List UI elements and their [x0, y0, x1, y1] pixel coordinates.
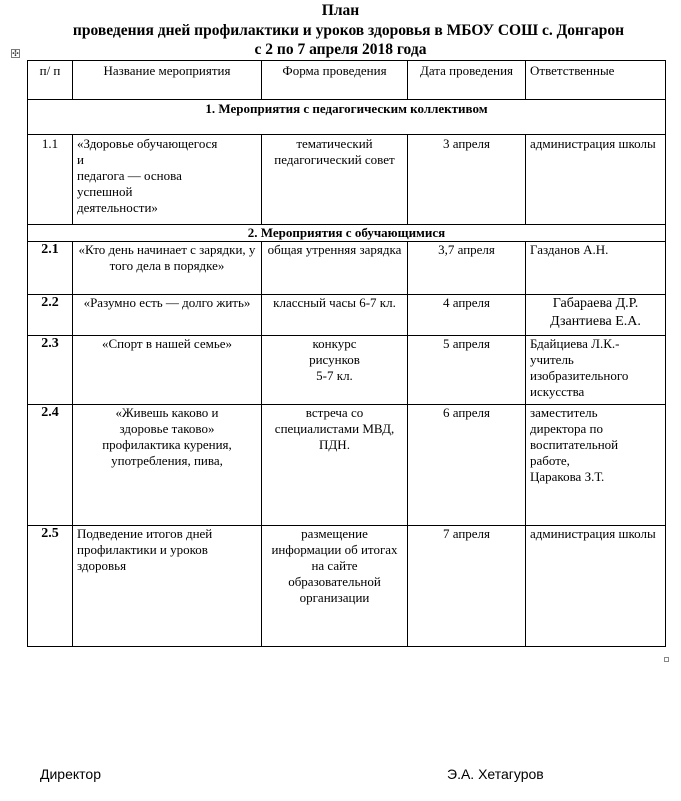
row-name: «Разумно есть — долго жить» — [73, 295, 262, 336]
row-form: классный часы 6-7 кл. — [262, 295, 408, 336]
row-date: 3 апреля — [408, 135, 526, 225]
header-responsible: Ответственные — [526, 61, 666, 100]
plan-dates: с 2 по 7 апреля 2018 года — [254, 41, 427, 58]
row-num: 1.1 — [28, 135, 73, 225]
table-row — [28, 336, 666, 405]
row-date: 4 апреля — [408, 295, 526, 336]
row-num: 2.2 — [28, 295, 73, 336]
row-form: тематический педагогический совет — [262, 135, 408, 225]
row-num: 2.4 — [28, 405, 73, 526]
row-form: общая утренняя зарядка — [262, 242, 408, 295]
plan-title: План — [321, 2, 360, 19]
row-num: 2.3 — [28, 336, 73, 405]
row-name: «Кто день начинает с зарядки, у того дела в порядке» — [73, 242, 262, 295]
row-responsible: Газданов А.Н. — [526, 242, 666, 295]
row-responsible: заместитель директора по воспитательной работе, Царакова З.Т. — [526, 405, 666, 526]
table-resize-handle-icon[interactable] — [664, 657, 669, 662]
header-date: Дата проведения — [408, 61, 526, 100]
row-date: 6 апреля — [408, 405, 526, 526]
table-row — [28, 295, 666, 336]
section-row — [28, 225, 666, 242]
row-form: конкурс рисунков 5-7 кл. — [262, 336, 408, 405]
row-responsible: Габараева Д.Р. Дзантиева Е.А. — [526, 295, 666, 336]
section-teachers: 1. Мероприятия с педагогическим коллективом — [28, 100, 666, 135]
table-row — [28, 135, 666, 225]
row-form: размещение информации об итогах на сайте образовательной организации — [262, 526, 408, 647]
row-num: 2.5 — [28, 526, 73, 647]
row-name: «Спорт в нашей семье» — [73, 336, 262, 405]
row-responsible: Бдайциева Л.К.- учитель изобразительного искусства — [526, 336, 666, 405]
row-name: «Живешь каково и здоровье таково» профилактика курения, употребления, пива, — [73, 405, 262, 526]
header-name: Название мероприятия — [73, 61, 262, 100]
table-row — [28, 405, 666, 526]
table-move-handle-icon[interactable]: ✣ — [12, 49, 19, 58]
table-row — [28, 526, 666, 647]
section-row — [28, 100, 666, 135]
footer-position: Директор — [40, 766, 101, 782]
section-students: 2. Мероприятия с обучающимися — [28, 225, 666, 242]
footer-signature-name: Э.А. Хетагуров — [447, 766, 544, 782]
row-date: 7 апреля — [408, 526, 526, 647]
row-responsible: администрация школы — [526, 526, 666, 647]
row-name: «Здоровье обучающегося и педагога — основа успешной деятельности» — [73, 135, 262, 225]
plan-subtitle: проведения дней профилактики и уроков здоровья в МБОУ СОШ с. Донгарон — [72, 22, 625, 39]
table-row — [28, 242, 666, 295]
header-num: п/ п — [28, 61, 73, 100]
row-date: 3,7 апреля — [408, 242, 526, 295]
row-name: Подведение итогов дней профилактики и уроков здоровья — [73, 526, 262, 647]
header-form: Форма проведения — [262, 61, 408, 100]
row-responsible: администрация школы — [526, 135, 666, 225]
table-header-row — [28, 61, 666, 100]
row-num: 2.1 — [28, 242, 73, 295]
row-form: встреча со специалистами МВД, ПДН. — [262, 405, 408, 526]
row-date: 5 апреля — [408, 336, 526, 405]
plan-table — [27, 60, 666, 647]
